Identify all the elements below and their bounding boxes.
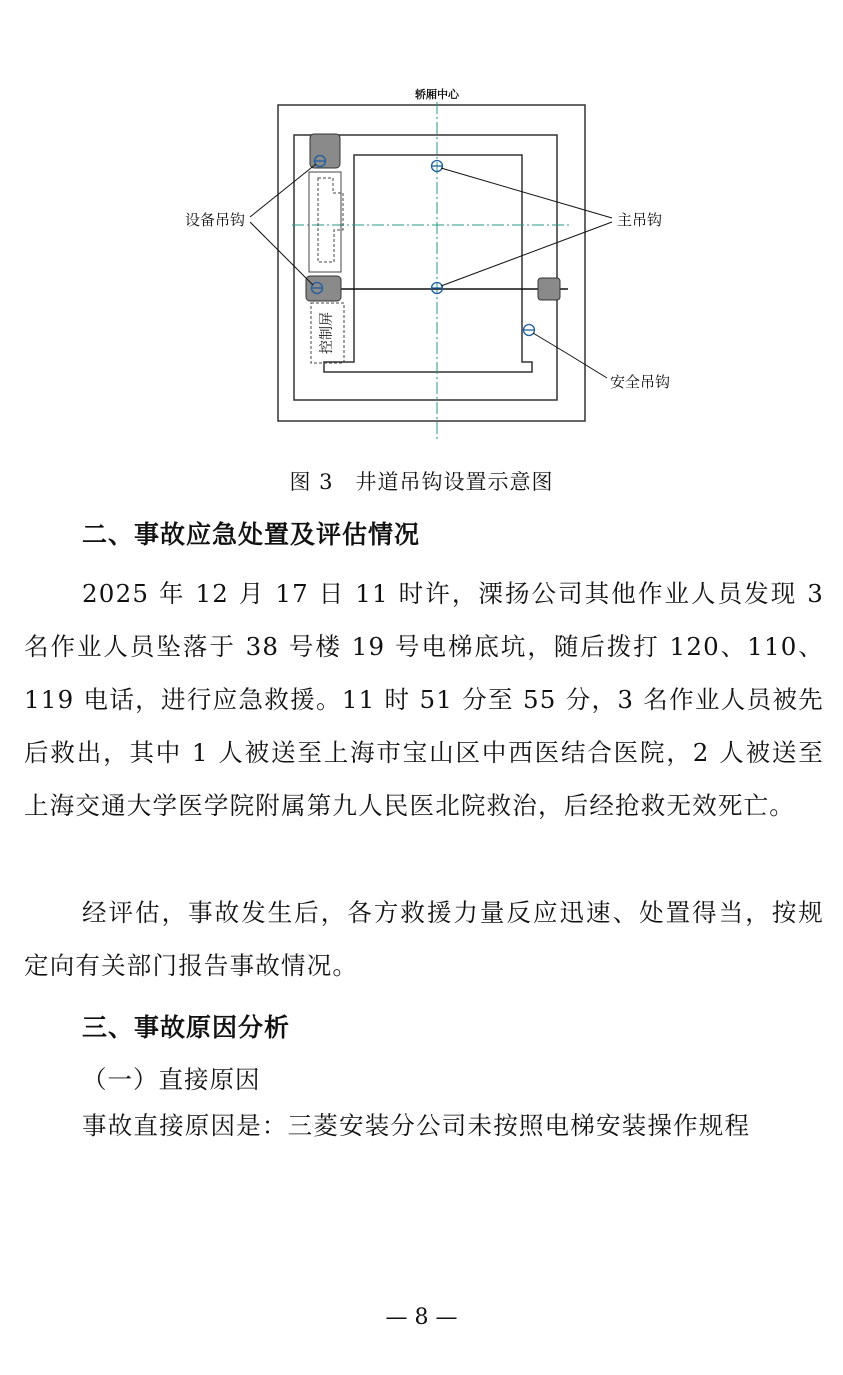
- main-hook-label: 主吊钩: [617, 211, 663, 229]
- section-3-heading: 三、事故原因分析: [82, 1013, 291, 1042]
- leader-device-bottom: [250, 222, 313, 285]
- safety-hook-label: 安全吊钩: [610, 373, 671, 391]
- safety-hook-icon: [524, 325, 535, 336]
- section-3-subheading-1: （一）直接原因: [82, 1065, 261, 1094]
- shaft-inner-frame: [294, 135, 557, 400]
- leader-device-top: [250, 164, 316, 217]
- leader-main-center: [441, 222, 612, 286]
- section-3-paragraph-1: 事故直接原因是：三菱安装分公司未按照电梯安装操作规程: [82, 1111, 751, 1140]
- section-2-heading: 二、事故应急处置及评估情况: [82, 520, 421, 549]
- right-block: [538, 278, 560, 300]
- figure-caption: 图 3 井道吊钩设置示意图: [289, 470, 554, 494]
- device-hook-label: 设备吊钩: [184, 211, 245, 229]
- section-2-paragraph-2: 经评估，事故发生后，各方救援力量反应迅速、处置得当，按规定向有关部门报告事故情况。: [24, 898, 824, 980]
- page-number: — 8 —: [385, 1305, 458, 1330]
- car-center-label: 轿厢中心: [415, 88, 459, 101]
- leader-main-top: [441, 168, 612, 218]
- equipment-zone: [309, 172, 341, 272]
- equipment-dashed-shape: [318, 178, 343, 262]
- control-screen-label: 控制屏: [319, 312, 335, 354]
- leader-safety: [533, 333, 607, 378]
- hoistway-hook-diagram: [0, 0, 843, 460]
- section-2-paragraph-1: 2025 年 12 月 17 日 11 时许，溧扬公司其他作业人员发现 3 名作业人员坠落于 38 号楼 19 号电梯底坑，随后拨打 120、110、119 电话，进行应急救援。11 时 51 分至 55 分，3 名作业人员被先后救出，其中 1 人被送至上海市宝山区中西医结合医院，2 人被送至上海交通大学医学院附属第九人民医北院救治，后经抢救无效死亡。: [24, 579, 824, 820]
